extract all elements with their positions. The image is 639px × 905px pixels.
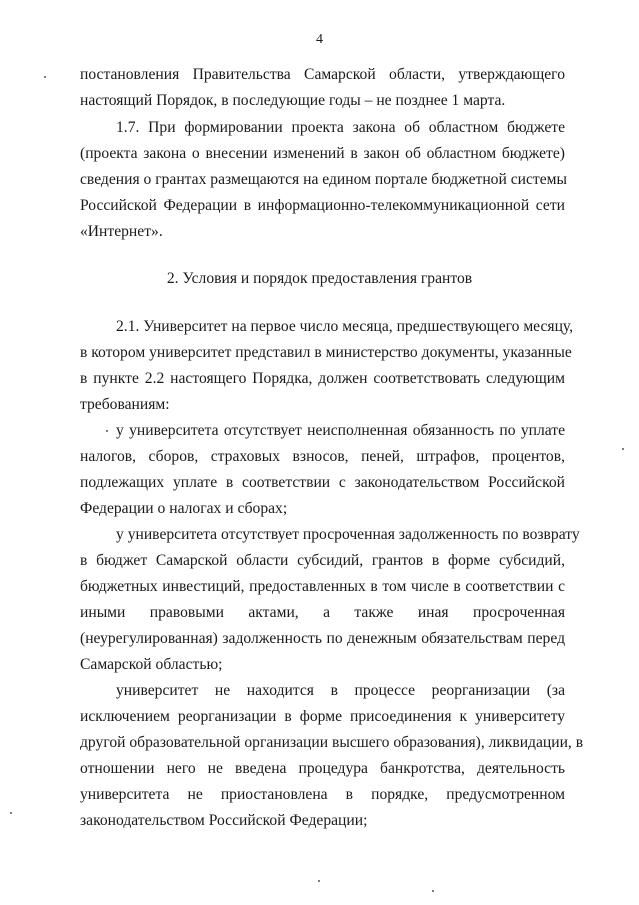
text-line: «Интернет». xyxy=(80,223,163,240)
text-line: (неурегулированная) задолженность по денежным обязательствам перед xyxy=(80,630,565,647)
text-line: (проекта закона о внесении изменений в закон об областном бюджете) xyxy=(80,145,565,162)
scan-speck xyxy=(318,880,320,882)
text-line: исключением реорганизации в форме присоединения к университету xyxy=(80,708,565,725)
text-line: у университета отсутствует неисполненная обязанность по уплате xyxy=(116,422,565,439)
text-line: университета не приостановлена в порядке, предусмотренном xyxy=(80,786,565,803)
paragraph-2-1 xyxy=(80,314,574,418)
text-line: сведения о грантах размещаются на едином портале бюджетной системы xyxy=(80,171,567,188)
text-line: отношении него не введена процедура банкротства, деятельность xyxy=(80,760,565,777)
paragraph-requirement-reorganization xyxy=(80,678,584,834)
text-line: в пункте 2.2 настоящего Порядка, должен соответствовать следующим xyxy=(80,370,565,387)
paragraph-1-7 xyxy=(80,115,565,245)
paragraph-continuation xyxy=(80,62,565,114)
text-line: другой образовательной организации высшего образования), ликвидации, в xyxy=(80,734,584,751)
scan-speck xyxy=(106,430,108,432)
text-line: в бюджет Самарской области субсидий, грантов в форме субсидий, xyxy=(80,552,565,569)
text-line: в котором университет представил в министерство документы, указанные xyxy=(80,344,572,361)
text-line: университет не находится в процессе реорганизации (за xyxy=(116,682,565,699)
text-line: 2.1. Университет на первое число месяца, предшествующего месяцу, xyxy=(116,318,574,335)
paragraph-requirement-taxes xyxy=(80,418,565,522)
text-line: налогов, сборов, страховых взносов, пеней, штрафов, процентов, xyxy=(80,448,565,465)
scan-speck xyxy=(622,448,624,450)
paragraph-requirement-debts xyxy=(80,522,580,678)
text-line: требованиям: xyxy=(80,396,170,413)
text-line: иными правовыми актами, а также иная просроченная xyxy=(80,604,565,621)
text-line: законодательством Российской Федерации; xyxy=(80,812,368,829)
text-line: Российской Федерации в информационно-телекоммуникационной сети xyxy=(80,197,565,214)
text-line: Самарской областью; xyxy=(80,656,223,673)
text-line: 1.7. При формировании проекта закона об областном бюджете xyxy=(116,119,565,136)
text-line: постановления Правительства Самарской области, утверждающего xyxy=(80,66,565,83)
page-number: 4 xyxy=(316,32,323,47)
scan-speck xyxy=(10,812,12,814)
scan-speck xyxy=(44,76,46,78)
text-line: у университета отсутствует просроченная задолженность по возврату xyxy=(116,526,580,543)
text-line: Федерации о налогах и сборах; xyxy=(80,500,288,517)
text-line: подлежащих уплате в соответствии с законодательством Российской xyxy=(80,474,565,491)
text-line: настоящий Порядок, в последующие годы – не позднее 1 марта. xyxy=(80,92,506,109)
text-line: бюджетных инвестиций, предоставленных в том числе в соответствии с xyxy=(80,578,565,595)
section-heading: 2. Условия и порядок предоставления грантов xyxy=(166,270,473,287)
scan-speck xyxy=(432,890,434,892)
